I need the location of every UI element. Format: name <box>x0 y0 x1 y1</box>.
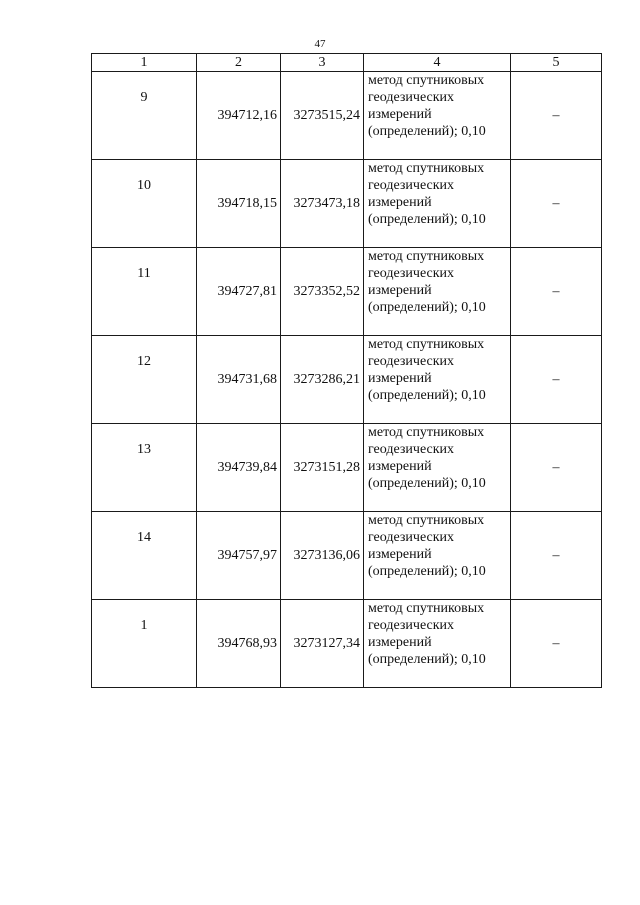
table-row <box>92 512 602 600</box>
table-row <box>92 424 602 512</box>
method-line: измерений <box>368 547 432 562</box>
x-coordinate: 394731,68 <box>197 336 281 424</box>
method-cell <box>364 512 511 600</box>
method-line: (определений); 0,10 <box>368 388 486 403</box>
method-line: (определений); 0,10 <box>368 124 486 139</box>
table-row <box>92 600 602 688</box>
method-line: геодезических <box>368 266 455 281</box>
y-coordinate: 3273473,18 <box>281 160 364 248</box>
y-coordinate: 3273127,34 <box>281 600 364 688</box>
method-line: геодезических <box>368 178 455 193</box>
table-row <box>92 248 602 336</box>
method-cell <box>364 424 511 512</box>
page-number: 47 <box>314 38 326 50</box>
note-cell: – <box>511 72 602 160</box>
point-number: 9 <box>92 72 197 160</box>
x-coordinate: 394757,97 <box>197 512 281 600</box>
method-line: измерений <box>368 459 432 474</box>
method-line: геодезических <box>368 618 455 633</box>
note-cell: – <box>511 424 602 512</box>
note-cell: – <box>511 512 602 600</box>
coordinates-table <box>91 53 602 688</box>
method-line: (определений); 0,10 <box>368 652 486 667</box>
note-cell: – <box>511 248 602 336</box>
method-line: метод спутниковых <box>368 425 485 440</box>
method-line: метод спутниковых <box>368 601 485 616</box>
method-line: измерений <box>368 635 432 650</box>
point-number: 14 <box>92 512 197 600</box>
y-coordinate: 3273515,24 <box>281 72 364 160</box>
method-line: (определений); 0,10 <box>368 564 486 579</box>
x-coordinate: 394727,81 <box>197 248 281 336</box>
y-coordinate: 3273286,21 <box>281 336 364 424</box>
table-row <box>92 336 602 424</box>
header-col-2: 2 <box>197 54 281 72</box>
table-row <box>92 72 602 160</box>
y-coordinate: 3273352,52 <box>281 248 364 336</box>
method-line: геодезических <box>368 442 455 457</box>
method-line: (определений); 0,10 <box>368 300 486 315</box>
x-coordinate: 394768,93 <box>197 600 281 688</box>
method-line: измерений <box>368 371 432 386</box>
table-header-row <box>92 54 602 72</box>
method-line: (определений); 0,10 <box>368 212 486 227</box>
header-col-1: 1 <box>92 54 197 72</box>
method-line: (определений); 0,10 <box>368 476 486 491</box>
table-row <box>92 160 602 248</box>
note-cell: – <box>511 160 602 248</box>
method-line: измерений <box>368 283 432 298</box>
point-number: 12 <box>92 336 197 424</box>
note-cell: – <box>511 600 602 688</box>
point-number: 10 <box>92 160 197 248</box>
method-line: геодезических <box>368 354 455 369</box>
method-line: измерений <box>368 195 432 210</box>
header-col-4: 4 <box>364 54 511 72</box>
method-cell <box>364 336 511 424</box>
method-line: метод спутниковых <box>368 161 485 176</box>
point-number: 13 <box>92 424 197 512</box>
y-coordinate: 3273136,06 <box>281 512 364 600</box>
method-line: геодезических <box>368 530 455 545</box>
method-cell <box>364 248 511 336</box>
method-cell <box>364 160 511 248</box>
method-line: метод спутниковых <box>368 513 485 528</box>
x-coordinate: 394718,15 <box>197 160 281 248</box>
x-coordinate: 394739,84 <box>197 424 281 512</box>
method-cell <box>364 600 511 688</box>
method-line: геодезических <box>368 90 455 105</box>
y-coordinate: 3273151,28 <box>281 424 364 512</box>
method-line: метод спутниковых <box>368 249 485 264</box>
note-cell: – <box>511 336 602 424</box>
header-col-5: 5 <box>511 54 602 72</box>
method-line: метод спутниковых <box>368 337 485 352</box>
point-number: 1 <box>92 600 197 688</box>
method-line: метод спутниковых <box>368 73 485 88</box>
header-col-3: 3 <box>281 54 364 72</box>
point-number: 11 <box>92 248 197 336</box>
method-line: измерений <box>368 107 432 122</box>
x-coordinate: 394712,16 <box>197 72 281 160</box>
method-cell <box>364 72 511 160</box>
